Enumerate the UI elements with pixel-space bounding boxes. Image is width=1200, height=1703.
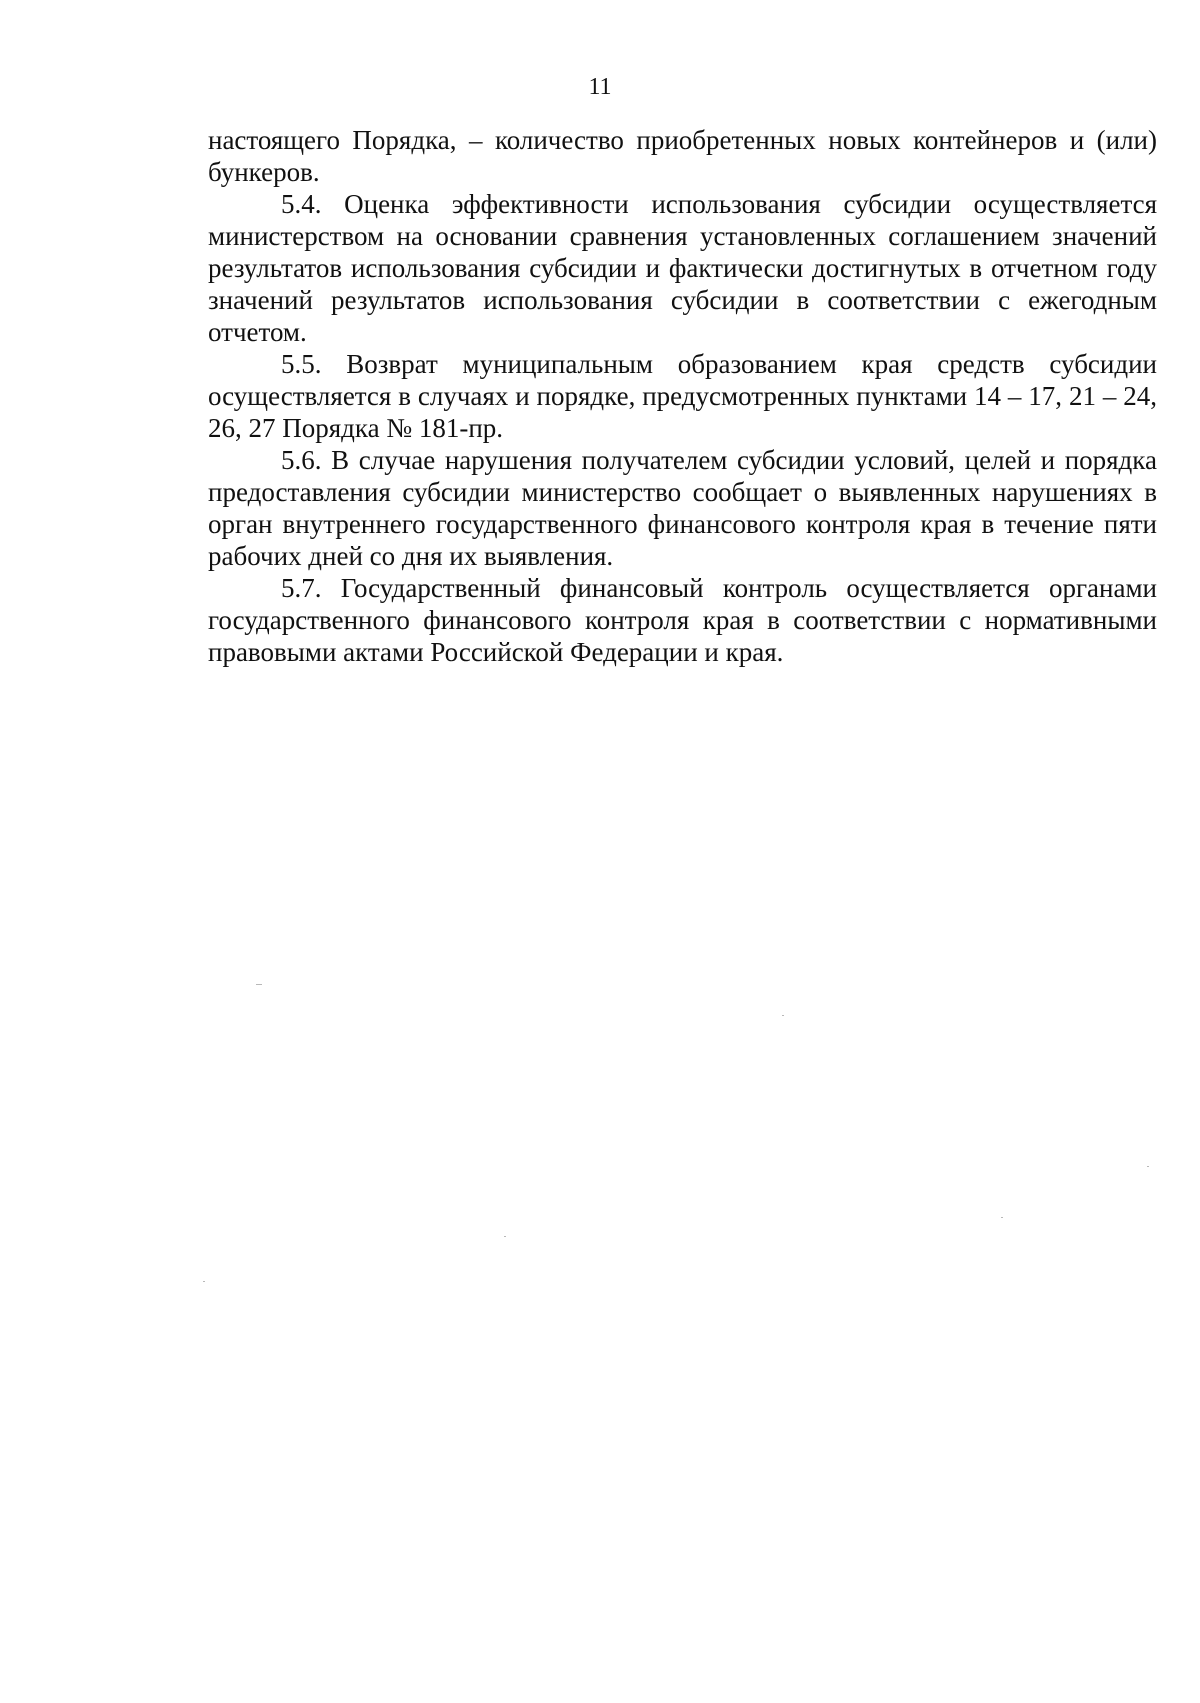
scan-speck xyxy=(782,1015,784,1016)
scan-speck xyxy=(256,984,262,985)
scan-speck xyxy=(1147,1166,1149,1167)
scan-speck xyxy=(1001,1217,1003,1218)
document-body xyxy=(208,124,1157,668)
paragraph-5-5: 5.5. Возврат муниципальным образованием края средств субсидии осуществляется в случаях и порядке, предусмотренных пунктами 14 – 17, 21 – 24, 26, 27 Порядка № 181-пр. xyxy=(208,349,1157,443)
paragraph-5-7: 5.7. Государственный финансовый контроль осуществляется органами государственного финансового контроля края в соответствии с нормативными правовыми актами Российской Федерации и края. xyxy=(208,573,1157,667)
paragraph-5-4: 5.4. Оценка эффективности использования субсидии осуществляется министерством на основании сравнения установленных соглашением значений результатов использования субсидии и фактически достигнутых в отчетном году значений результатов использования субсидии в соответствии с ежегодным отчетом. xyxy=(208,189,1157,347)
page-number: 11 xyxy=(588,74,612,100)
scan-speck xyxy=(504,1236,506,1237)
paragraph-continuation: настоящего Порядка, – количество приобретенных новых контейнеров и (или) бункеров. xyxy=(208,125,1157,187)
paragraph-5-6: 5.6. В случае нарушения получателем субсидии условий, целей и порядка предоставления субсидии министерство сообщает о выявленных нарушениях в орган внутреннего государственного финансового контроля края в течение пяти рабочих дней со дня их выявления. xyxy=(208,445,1157,571)
scan-speck xyxy=(203,1281,205,1282)
